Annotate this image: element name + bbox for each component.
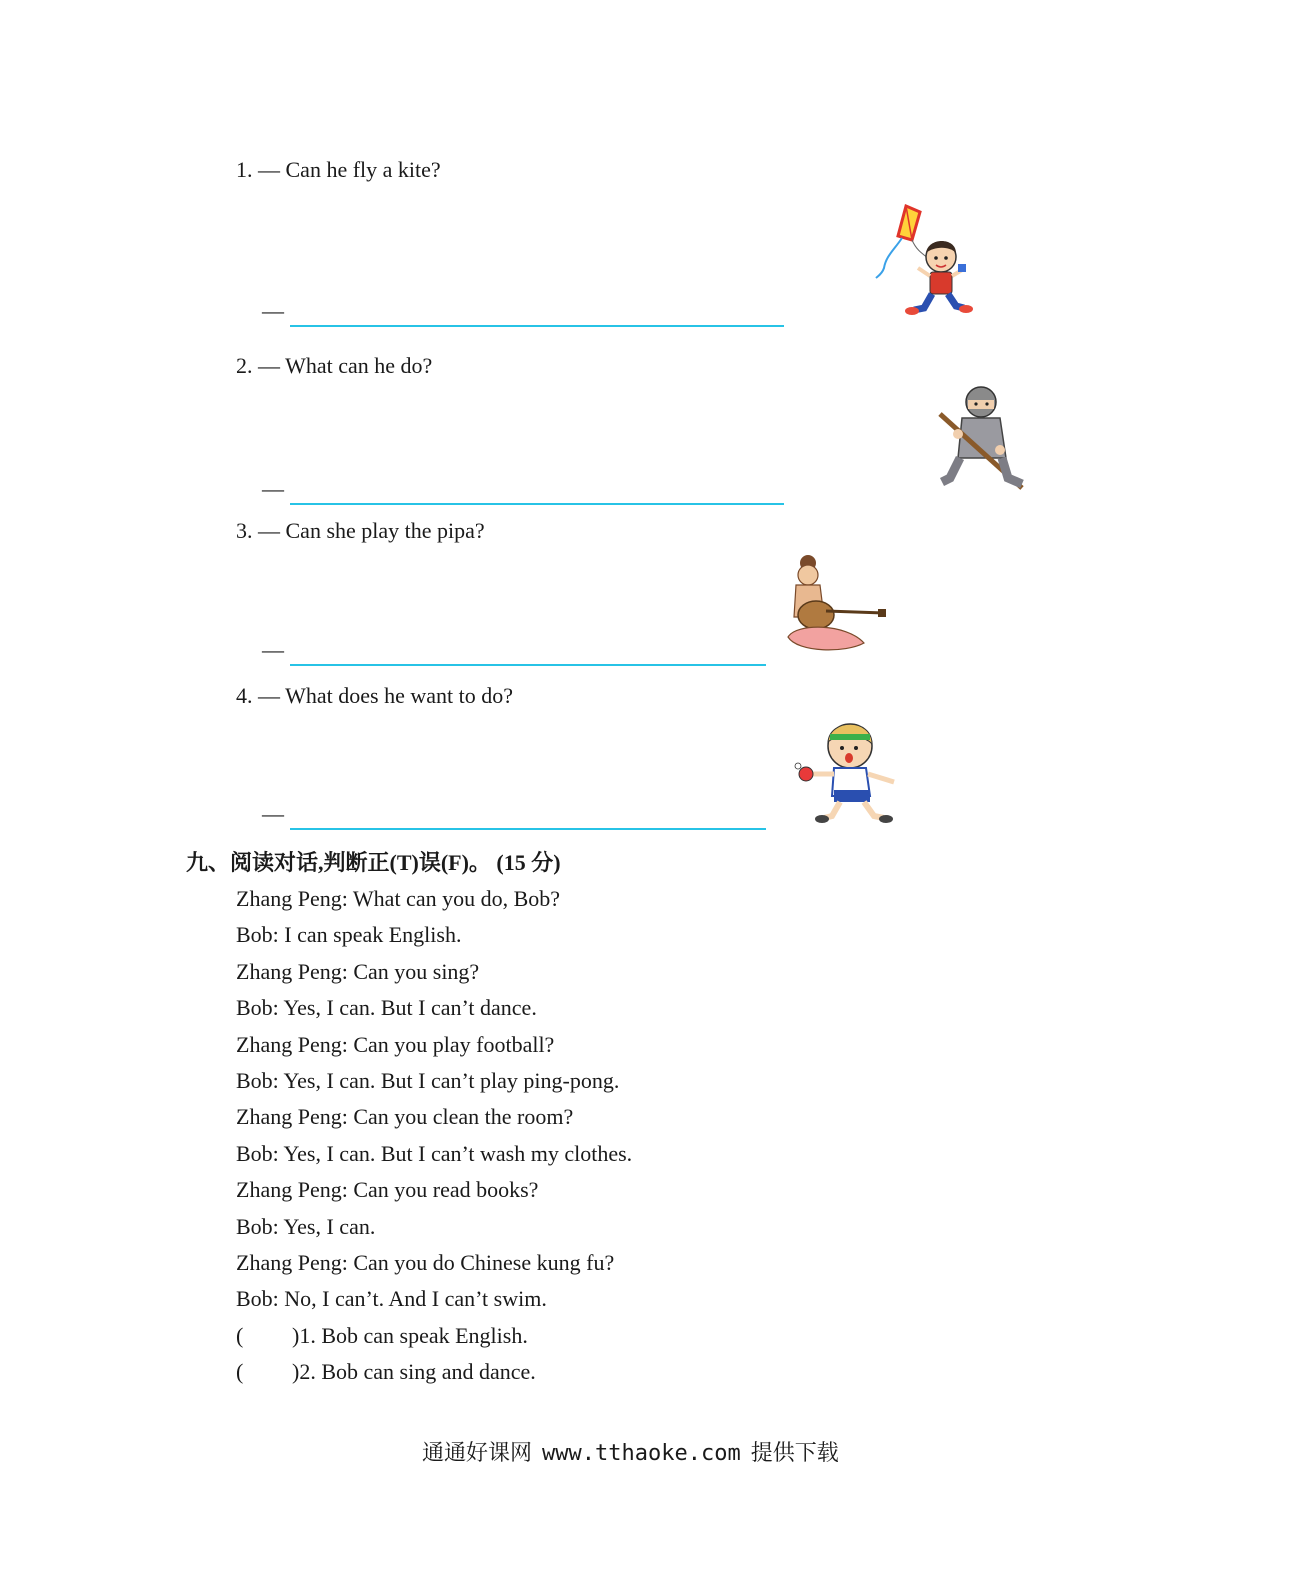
answer-dash: — (262, 476, 284, 501)
dialogue-line: Bob: Yes, I can. But I can’t play ping-pong. (236, 1068, 620, 1094)
answer-paren[interactable]: ( (236, 1359, 244, 1385)
kung-fu-man-image (936, 384, 1028, 496)
dialogue-line: Zhang Peng: What can you do, Bob? (236, 886, 561, 911)
answer-line-3[interactable] (290, 664, 766, 666)
tf-statement-2 (236, 1354, 632, 1390)
question-1 (236, 157, 441, 183)
question-4 (236, 683, 513, 709)
question-number: 1. (236, 157, 253, 182)
footer-download-text: 提供下载 (750, 1441, 839, 1466)
dialogue-line: Bob: Yes, I can. But I can’t wash my clothes. (236, 1140, 633, 1166)
tf-statement-1 (236, 1318, 632, 1354)
question-number: 2. (236, 353, 253, 378)
boy-flying-kite-image (872, 204, 972, 319)
answer-line-2[interactable] (290, 503, 784, 505)
dialogue-line: Bob: No, I can’t. And I can’t swim. (236, 1286, 547, 1312)
footer-url[interactable]: www.tthaoke.com (542, 1441, 741, 1466)
question-prompt: — Can he fly a kite? (258, 157, 441, 182)
answer-dash: — (262, 637, 284, 662)
boy-ping-pong-image (794, 716, 902, 824)
dialogue-line: Zhang Peng: Can you clean the room? (236, 1104, 574, 1130)
question-3 (236, 518, 485, 544)
footer (422, 1436, 839, 1467)
answer-paren[interactable]: ( (236, 1322, 244, 1348)
dialogue-line: Zhang Peng: Can you play football? (236, 1031, 555, 1057)
question-number: 4. (236, 683, 253, 708)
dialogue-line: Zhang Peng: Can you sing? (236, 958, 480, 984)
statement-text: 2. Bob can sing and dance. (299, 1359, 536, 1385)
statement-text: 1. Bob can speak English. (299, 1322, 528, 1348)
question-prompt: — Can she play the pipa? (258, 518, 485, 543)
answer-dash: — (262, 801, 284, 826)
question-prompt: — What does he want to do? (258, 683, 513, 708)
dialogue-line: Zhang Peng: Can you do Chinese kung fu? (236, 1250, 615, 1276)
woman-playing-pipa-image (786, 553, 890, 657)
close-paren: ) (292, 1359, 300, 1385)
dialogue-line: Bob: I can speak English. (236, 922, 462, 948)
question-2 (236, 353, 432, 379)
close-paren: ) (292, 1322, 300, 1348)
answer-line-4[interactable] (290, 828, 766, 830)
answer-line-1[interactable] (290, 325, 784, 327)
question-number: 3. (236, 518, 253, 543)
answer-dash: — (262, 298, 284, 323)
dialogue (236, 881, 632, 1391)
dialogue-line: Zhang Peng: Can you read books? (236, 1177, 539, 1203)
dialogue-line: Bob: Yes, I can. (236, 1213, 376, 1239)
footer-site-name: 通通好课网 (422, 1441, 533, 1466)
section-title: 九、阅读对话,判断正(T)误(F)。 (15 分) (186, 850, 561, 875)
question-prompt: — What can he do? (258, 353, 433, 378)
dialogue-line: Bob: Yes, I can. But I can’t dance. (236, 995, 537, 1021)
